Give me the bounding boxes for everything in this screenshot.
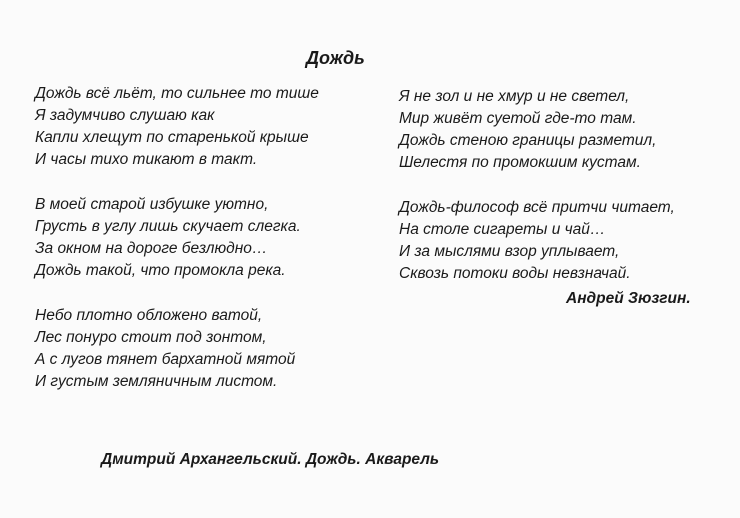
poem-title: Дождь: [306, 48, 365, 68]
stanza: [35, 83, 385, 171]
poem-line: Дождь-философ всё притчи читает,: [399, 199, 675, 216]
stanza: [399, 86, 719, 174]
poem-line: И часы тихо тикают в такт.: [35, 151, 258, 168]
author-signature: Андрей Зюзгин.: [566, 290, 691, 307]
poem-line: А с лугов тянет бархатной мятой: [35, 351, 296, 368]
stanza: [35, 305, 385, 393]
poem-line: Я не зол и не хмур и не светел,: [399, 88, 630, 105]
poem-line: Небо плотно обложено ватой,: [35, 307, 263, 324]
poem-line: Я задумчиво слушаю как: [35, 107, 215, 124]
poem-line: Сквозь потоки воды невзначай.: [399, 265, 631, 282]
poem-line: Дождь всё льёт, то сильнее то тише: [35, 85, 319, 102]
poem-line: Грусть в углу лишь скучает слегка.: [35, 218, 301, 235]
poem-line: За окном на дороге безлюдно…: [35, 240, 268, 257]
poem-line: Лес понуро стоит под зонтом,: [35, 329, 267, 346]
poem-line: Дождь стеною границы разметил,: [399, 132, 657, 149]
left-column: [35, 83, 385, 393]
stanza: [35, 194, 385, 282]
right-column: [399, 86, 719, 285]
poem-line: Шелестя по промокшим кустам.: [399, 154, 641, 171]
poem-line: В моей старой избушке уютно,: [35, 196, 269, 213]
stanza: [399, 197, 719, 285]
poem-line: Капли хлещут по старенькой крыше: [35, 129, 309, 146]
illustration-caption: Дмитрий Архангельский. Дождь. Акварель: [101, 451, 440, 468]
poem-line: И за мыслями взор уплывает,: [399, 243, 620, 260]
poem-line: На столе сигареты и чай…: [399, 221, 606, 238]
poem-line: Дождь такой, что промокла река.: [35, 262, 286, 279]
poem-line: Мир живёт суетой где-то там.: [399, 110, 637, 127]
poem-line: И густым земляничным листом.: [35, 373, 278, 390]
